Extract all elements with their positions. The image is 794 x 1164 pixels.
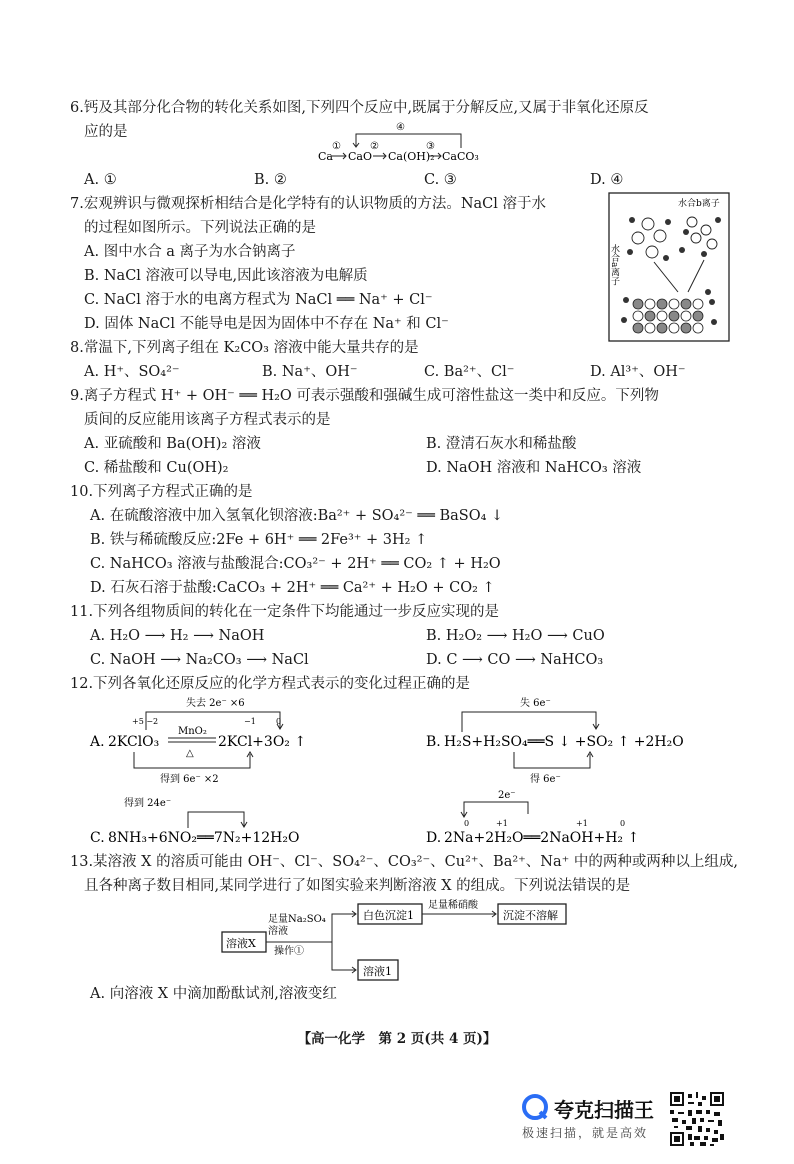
q6-option-b[interactable]: B. ② (254, 172, 287, 188)
q8-option-d[interactable]: D. Al³⁺、OH⁻ (590, 364, 686, 380)
svg-text:B.: B. (426, 734, 441, 750)
q13-operation: 操作① (274, 946, 304, 957)
q12-option-d-diagram[interactable] (424, 786, 684, 850)
q7-option-c[interactable]: C. NaCl 溶于水的电离方程式为 NaCl ══ Na⁺ + Cl⁻ (84, 292, 433, 308)
svg-text:②: ② (370, 141, 379, 152)
q12-option-c-diagram[interactable] (88, 794, 348, 850)
q12-d-transfer-label: 2e⁻ (498, 790, 516, 801)
q11-option-b[interactable]: B. H₂O₂ ⟶ H₂O ⟶ CuO (426, 628, 605, 644)
q7-label-a: 水合a离子 (609, 244, 619, 286)
q9-stem-line1: 9.离子方程式 H⁺ + OH⁻ ══ H₂O 可表示强酸和强碱生成可溶性盐这一类中和反应。下列物 (70, 388, 659, 404)
scanner-brand-name: 夸克扫描王 (554, 1098, 654, 1122)
q12-c-gain-label: 得到 24e⁻ (124, 798, 172, 809)
q6-option-c[interactable]: C. ③ (424, 172, 457, 188)
q9-option-c[interactable]: C. 稀盐酸和 Cu(OH)₂ (84, 460, 229, 476)
q13-reagent: 足量Na₂SO₄ (268, 914, 326, 925)
q6-caco3: CaCO₃ (442, 150, 479, 163)
svg-text:C.: C. (90, 830, 105, 846)
scanner-logo-icon (522, 1094, 548, 1120)
svg-text:0: 0 (464, 819, 470, 828)
q7-stem-line2: 的过程如图所示。下列说法正确的是 (84, 220, 316, 236)
q9-option-a[interactable]: A. 亚硫酸和 Ba(OH)₂ 溶液 (84, 436, 261, 452)
q13-acid: 足量稀硝酸 (428, 900, 478, 911)
q10-option-c[interactable]: C. NaHCO₃ 溶液与盐酸混合:CO₃²⁻ + 2H⁺ ══ CO₂ ↑ + H₂O (90, 556, 501, 572)
q10-stem: 10.下列离子方程式正确的是 (70, 484, 253, 500)
q12-a-catalyst: MnO₂ (178, 726, 207, 737)
q6-option-a[interactable]: A. ① (84, 172, 117, 188)
q9-stem-line2: 质间的反应能用该离子方程式表示的是 (84, 412, 331, 428)
svg-text:+5 −2: +5 −2 (132, 717, 159, 726)
svg-text:0: 0 (620, 819, 626, 828)
q11-stem: 11.下列各组物质间的转化在一定条件下均能通过一步反应实现的是 (70, 604, 500, 620)
q13-stem-line2: 且各种离子数目相同,某同学进行了如图实验来判断溶液 X 的组成。下列说法错误的是 (84, 878, 631, 894)
q12-stem: 12.下列各氧化还原反应的化学方程式表示的变化过程正确的是 (70, 676, 471, 692)
q12-d-equation: 2Na+2H₂O══2NaOH+H₂ ↑ (444, 830, 640, 846)
q7-option-b[interactable]: B. NaCl 溶液可以导电,因此该溶液为电解质 (84, 268, 368, 284)
q6-stem-line2: 应的是 (84, 124, 128, 140)
scanner-slogan: 极速扫描，就是高效 (522, 1126, 649, 1140)
svg-text:0: 0 (276, 717, 282, 726)
q8-option-b[interactable]: B. Na⁺、OH⁻ (262, 364, 358, 380)
q8-option-a[interactable]: A. H⁺、SO₄²⁻ (84, 364, 180, 380)
q7-option-d[interactable]: D. 固体 NaCl 不能导电是因为固体中不存在 Na⁺ 和 Cl⁻ (84, 316, 449, 332)
page-footer: 【高一化学 第 2 页(共 4 页)】 (297, 1031, 497, 1047)
q8-option-c[interactable]: C. Ba²⁺、Cl⁻ (424, 364, 515, 380)
q13-flowchart (220, 896, 610, 982)
svg-text:①: ① (332, 141, 341, 152)
q9-option-b[interactable]: B. 澄清石灰水和稀盐酸 (426, 436, 577, 452)
q10-option-a[interactable]: A. 在硫酸溶液中加入氢氧化钡溶液:Ba²⁺ + SO₄²⁻ ══ BaSO₄ ↓ (90, 508, 504, 524)
q12-option-a-diagram[interactable] (88, 694, 328, 786)
svg-text:△: △ (186, 748, 194, 759)
q12-b-gain-label: 得 6e⁻ (530, 774, 561, 785)
q6-ca: Ca (318, 150, 333, 163)
q13-solution-x: 溶液X (226, 937, 256, 950)
svg-text:+1: +1 (576, 819, 588, 828)
q6-caoh2: Ca(OH)₂ (388, 150, 435, 163)
q12-option-b-diagram[interactable] (424, 694, 724, 786)
q6-stem-line1: 6.钙及其部分化合物的转化关系如图,下列四个反应中,既属于分解反应,又属于非氧化还原反 (70, 100, 649, 116)
scanner-watermark (522, 1092, 672, 1142)
q10-option-b[interactable]: B. 铁与稀硫酸反应:2Fe + 6H⁺ ══ 2Fe³⁺ + 3H₂ ↑ (90, 532, 428, 548)
q11-option-a[interactable]: A. H₂O ⟶ H₂ ⟶ NaOH (90, 628, 265, 644)
q12-b-lose-label: 失 6e⁻ (520, 698, 551, 709)
q11-option-d[interactable]: D. C ⟶ CO ⟶ NaHCO₃ (426, 652, 604, 668)
q13-solution-1: 溶液1 (363, 965, 392, 978)
q12-a-lose-label: 失去 2e⁻ ×6 (186, 698, 245, 709)
q10-option-d[interactable]: D. 石灰石溶于盐酸:CaCO₃ + 2H⁺ ══ Ca²⁺ + H₂O + CO₂ ↑ (90, 580, 495, 596)
q6-option-d[interactable]: D. ④ (590, 172, 624, 188)
q13-white-precipitate: 白色沉淀1 (363, 909, 414, 922)
svg-text:A.: A. (90, 734, 105, 750)
q13-result: 沉淀不溶解 (503, 909, 558, 922)
q11-option-c[interactable]: C. NaOH ⟶ Na₂CO₃ ⟶ NaCl (90, 652, 309, 668)
q7-label-b: 水合b离子 (678, 199, 720, 209)
svg-text:D.: D. (426, 830, 442, 846)
q6-cao: CaO (348, 150, 372, 163)
svg-text:+1: +1 (496, 819, 508, 828)
svg-text:−1: −1 (244, 717, 256, 726)
q7-dissolution-figure (608, 192, 730, 342)
q12-a-gain-label: 得到 6e⁻ ×2 (160, 774, 219, 785)
q9-option-d[interactable]: D. NaOH 溶液和 NaHCO₃ 溶液 (426, 460, 642, 476)
q12-c-equation: 8NH₃+6NO₂══7N₂+12H₂O (108, 830, 300, 846)
q7-option-a[interactable]: A. 图中水合 a 离子为水合钠离子 (84, 244, 296, 260)
q6-conversion-diagram (316, 118, 486, 166)
q12-a-products: 2KCl+3O₂ ↑ (218, 734, 307, 750)
svg-text:溶液: 溶液 (268, 926, 288, 937)
q13-stem-line1: 13.某溶液 X 的溶质可能由 OH⁻、Cl⁻、SO₄²⁻、CO₃²⁻、Cu²⁺、Ba²⁺、Na⁺ 中的两种或两种以上组成, (70, 854, 739, 870)
svg-text:④: ④ (396, 122, 405, 133)
qr-code-icon (670, 1092, 724, 1146)
q12-b-equation: H₂S+H₂SO₄══S ↓ +SO₂ ↑ +2H₂O (444, 734, 684, 750)
q8-stem: 8.常温下,下列离子组在 K₂CO₃ 溶液中能大量共存的是 (70, 340, 419, 356)
svg-text:③: ③ (426, 141, 435, 152)
q12-a-reactant: 2KClO₃ (108, 734, 160, 750)
q13-option-a[interactable]: A. 向溶液 X 中滴加酚酞试剂,溶液变红 (90, 986, 337, 1002)
q7-stem-line1: 7.宏观辨识与微观探析相结合是化学特有的认识物质的方法。NaCl 溶于水 (70, 196, 547, 212)
